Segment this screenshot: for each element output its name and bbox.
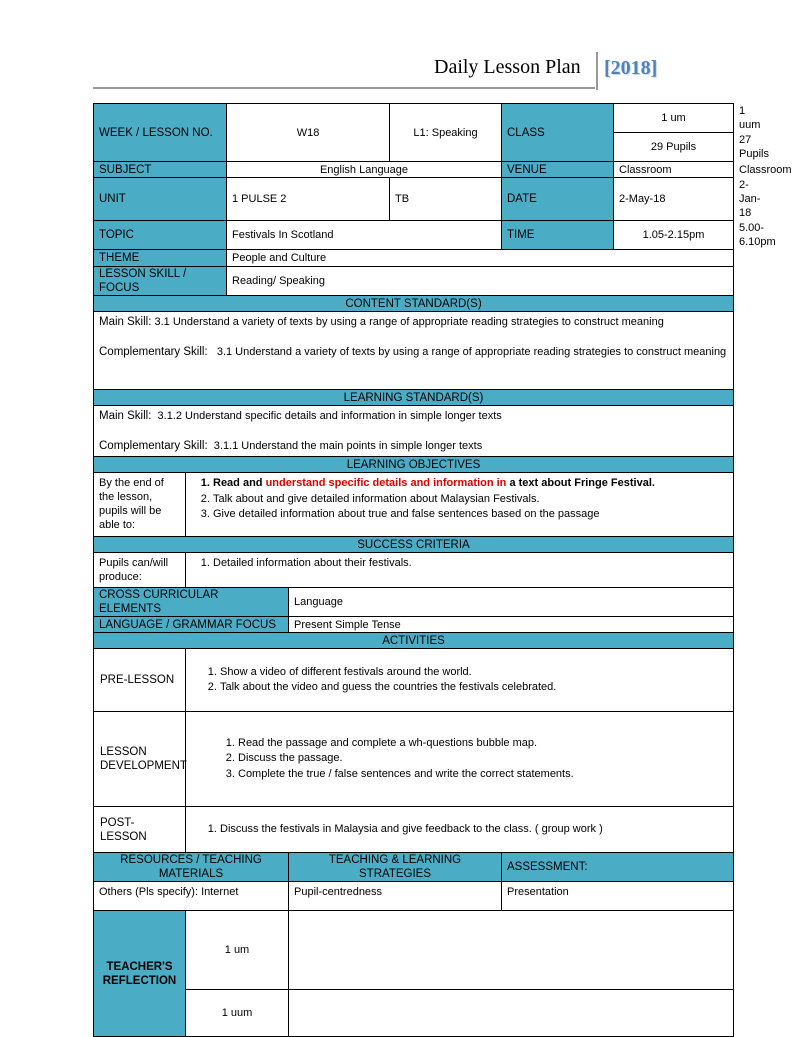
- cce-value: Language: [289, 588, 734, 617]
- content-standard-box: [94, 312, 734, 390]
- header-rule: [93, 87, 595, 89]
- learning-comp-text: 3.1.1 Understand the main points in simple longer texts: [213, 440, 483, 452]
- skill-focus-label: LESSON SKILL / FOCUS: [94, 267, 227, 296]
- success-heading: SUCCESS CRITERIA: [94, 537, 734, 553]
- development-item: 1. Read the passage and complete a wh-questions bubble map.: [238, 736, 728, 752]
- unit-book: TB: [390, 178, 502, 221]
- lesson-skill: L1: Speaking: [390, 104, 502, 162]
- document-title: Daily Lesson Plan: [434, 56, 581, 78]
- class-a: 1 um: [614, 104, 734, 133]
- venue-label: VENUE: [502, 162, 614, 178]
- content-standard-heading: CONTENT STANDARD(S): [94, 296, 734, 312]
- learning-standard-box: [94, 406, 734, 457]
- content-comp-text: 3.1 Understand a variety of texts by using a range of appropriate reading strategies to construct meaning: [216, 346, 727, 358]
- learning-main-text: 3.1.2 Understand specific details and information in simple longer texts: [157, 410, 502, 422]
- post-lesson-label: POST-LESSON: [94, 807, 186, 853]
- reflection-label: TEACHER'S REFLECTION: [94, 911, 186, 1037]
- objectives-list: [186, 473, 734, 537]
- lesson-plan-table: WEEK / LESSON NO. W18 L1: Speaking CLASS 1 um 1 uum 29 Pupils 27 Pupils SUBJECT English Language VENUE Classroom Classroom UNIT 1 PULSE 2 TB DATE 2-May-18 2-Jan-18 TOPIC Festivals In Scotland TIME 1.05-2.15pm 5.00-6.10pm THEME People and Culture LESSON SKILL / FOCUS Reading/ Speaking CONTENT STANDARD(S) Main Skill: 3.1 Understand a variety of texts by using a range of appropriate reading strategies to construct meaning Complementary Skill: 3.1 Understand a variety of texts by using a range of appropriate reading strategies to construct meaning LEARNING STANDARD(S) Main Skill: 3.1.2 Understand specific details and information in simple longer texts Complementary Skill: 3.1.1 Understand the main points in simple longer texts LEARNING OBJECTIVES By the end of the lesson, pupils will be able to: 1. Read and understand specific details and information in a text about Fringe Festival. 2. Talk about and give detailed information about Malaysian Festivals. 3. Give detailed information about true and false sentences based on the passage SUCCESS CRITERIA Pupils can/will produce: 1. Detailed information about their festivals. CROSS CURRICULAR ELEMENTS Language LANGUAGE / GRAMMAR FOCUS Present Simple Tense ACTIVITIES PRE-LESSON 1. Show a video of different festivals around the world. 2. Talk about the video and guess the countries the festivals celebrated. LESSON DEVELOPMENT 1. Read the passage and complete a wh-questions bubble map. 2. Discuss the passage. 3. Complete the true / false sentences and write the correct statements. POST-LESSON 1. Discuss the festivals in Malaysia and give feedback to the class. ( group work ) RESOURCES / TEACHING MATERIALS TEACHING & LEARNING STRATEGIES ASSESSMENT: Others (Pls specify): Internet Pupil-centredness Presentation TEACHER'S REFLECTION 1 um 1 uum: [93, 103, 734, 1037]
- resources-value: Others (Pls specify): Internet: [94, 882, 289, 911]
- time-label: TIME: [502, 221, 614, 250]
- pre-lesson-item: 1. Show a video of different festivals around the world.: [220, 665, 728, 681]
- content-main-text: 3.1 Understand a variety of texts by using a range of appropriate reading strategies to construct meaning: [154, 316, 664, 328]
- week-label: WEEK / LESSON NO.: [94, 104, 227, 162]
- objective-item: 1. Read and understand specific details and information in a text about Fringe Festival.: [213, 476, 728, 492]
- subject-value: English Language: [227, 162, 502, 178]
- lesson-development-list: [186, 712, 734, 807]
- header-divider: [596, 52, 598, 90]
- development-item: 2. Discuss the passage.: [238, 751, 728, 767]
- theme-label: THEME: [94, 250, 227, 267]
- topic-value: Festivals In Scotland: [227, 221, 502, 250]
- lesson-plan: [93, 103, 792, 1037]
- date-label: DATE: [502, 178, 614, 221]
- success-list: [186, 553, 734, 588]
- lesson-development-label: LESSON DEVELOPMENT: [94, 712, 186, 807]
- content-comp-label: Complementary Skill:: [99, 346, 208, 358]
- reflection-class-b: 1 uum: [186, 990, 289, 1037]
- success-intro: Pupils can/will produce:: [94, 553, 186, 588]
- strategies-value: Pupil-centredness: [289, 882, 502, 911]
- time-a: 1.05-2.15pm: [614, 221, 734, 250]
- venue-a: Classroom: [614, 162, 734, 178]
- cce-label: CROSS CURRICULAR ELEMENTS: [94, 588, 289, 617]
- pre-lesson-label: PRE-LESSON: [94, 649, 186, 712]
- reflection-field-b[interactable]: [289, 990, 734, 1037]
- content-main-label: Main Skill:: [99, 316, 152, 328]
- resources-label: RESOURCES / TEACHING MATERIALS: [94, 853, 289, 882]
- subject-label: SUBJECT: [94, 162, 227, 178]
- strategies-label: TEACHING & LEARNING STRATEGIES: [289, 853, 502, 882]
- success-item: 1. Detailed information about their festivals.: [213, 556, 728, 572]
- pre-lesson-list: [186, 649, 734, 712]
- objective-item: 3. Give detailed information about true and false sentences based on the passage: [213, 507, 728, 523]
- objectives-intro: By the end of the lesson, pupils will be able to:: [94, 473, 186, 537]
- document-year: [2018]: [604, 57, 658, 79]
- objectives-heading: LEARNING OBJECTIVES: [94, 457, 734, 473]
- class-label: CLASS: [502, 104, 614, 162]
- grammar-value: Present Simple Tense: [289, 617, 734, 633]
- date-a: 2-May-18: [614, 178, 734, 221]
- week-value: W18: [227, 104, 390, 162]
- activities-heading: ACTIVITIES: [94, 633, 734, 649]
- development-item: 3. Complete the true / false sentences and write the correct statements.: [238, 767, 728, 783]
- pupils-a: 29 Pupils: [614, 133, 734, 162]
- reflection-field-a[interactable]: [289, 911, 734, 990]
- learning-main-label: Main Skill:: [99, 410, 152, 422]
- learning-standard-heading: LEARNING STANDARD(S): [94, 390, 734, 406]
- pre-lesson-item: 2. Talk about the video and guess the countries the festivals celebrated.: [220, 680, 728, 696]
- unit-value: 1 PULSE 2: [227, 178, 390, 221]
- reflection-class-a: 1 um: [186, 911, 289, 990]
- assessment-value: Presentation: [502, 882, 734, 911]
- post-lesson-item: 1. Discuss the festivals in Malaysia and give feedback to the class. ( group work ): [220, 822, 728, 838]
- theme-value: People and Culture: [227, 250, 734, 267]
- assessment-label: ASSESSMENT:: [502, 853, 734, 882]
- post-lesson-list: [186, 807, 734, 853]
- topic-label: TOPIC: [94, 221, 227, 250]
- skill-focus-value: Reading/ Speaking: [227, 267, 734, 296]
- learning-comp-label: Complementary Skill:: [99, 440, 208, 452]
- unit-label: UNIT: [94, 178, 227, 221]
- grammar-label: LANGUAGE / GRAMMAR FOCUS: [94, 617, 289, 633]
- objective-item: 2. Talk about and give detailed information about Malaysian Festivals.: [213, 492, 728, 508]
